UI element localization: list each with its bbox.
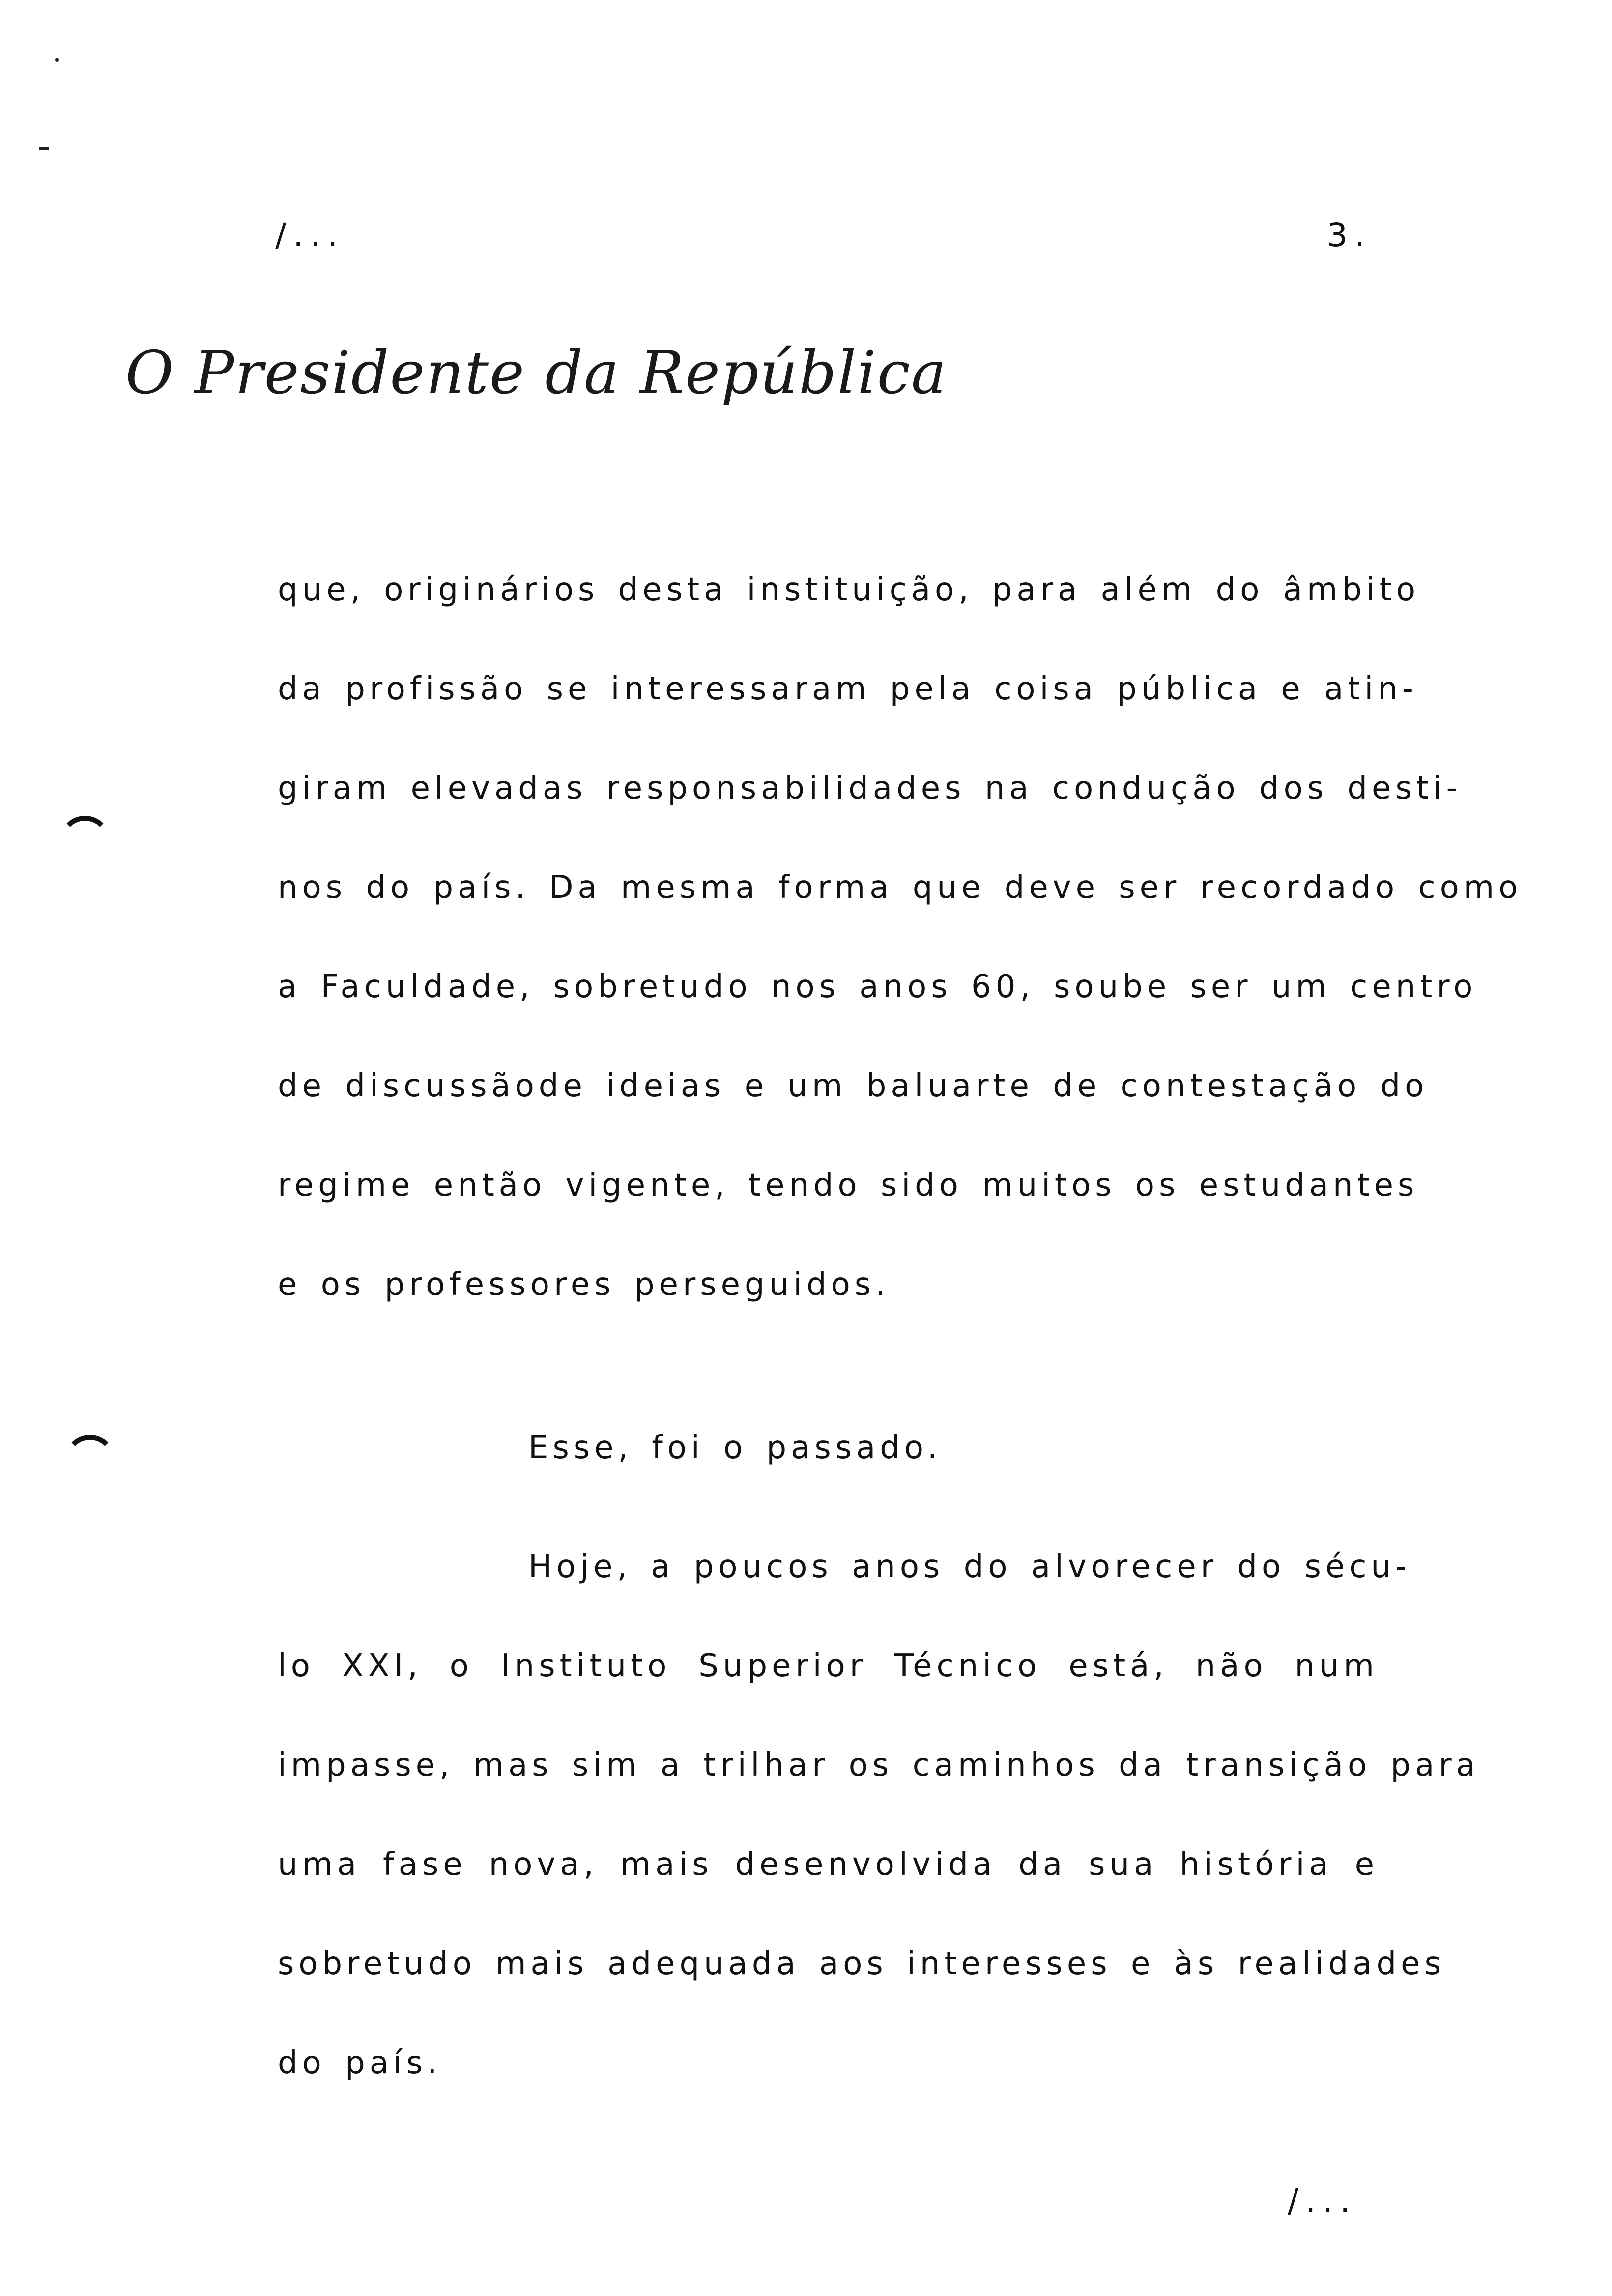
page-number: 3. — [1327, 216, 1372, 254]
text-line: Hoje, a poucos anos do alvorecer do sécu- — [528, 1549, 1411, 1585]
text-line: do país. — [278, 2045, 442, 2081]
text-line: a Faculdade, sobretudo nos anos 60, soube ser um centro — [278, 969, 1477, 1005]
text-line: Esse, foi o passado. — [528, 1430, 942, 1466]
text-line: uma fase nova, mais desenvolvida da sua história e — [278, 1846, 1379, 1883]
letterhead-title: O Presidente da República — [125, 339, 948, 407]
text-line: regime então vigente, tendo sido muitos os estudantes — [278, 1167, 1419, 1204]
paragraph-2 — [278, 1428, 1379, 1527]
text-line: giram elevadas responsabilidades na condução dos desti- — [278, 770, 1462, 806]
continuation-mark-bottom: /... — [1288, 2182, 1357, 2220]
text-line: impasse, mas sim a trilhar os caminhos da transição para — [278, 1747, 1480, 1783]
punch-hole-mark — [64, 1435, 116, 1487]
continuation-mark-top: /... — [275, 216, 345, 254]
scan-speck — [39, 147, 49, 150]
paragraph-3 — [278, 1547, 1480, 2143]
text-line: sobretudo mais adequada aos interesses e às realidades — [278, 1946, 1445, 1982]
scan-speck — [55, 58, 59, 62]
punch-hole-mark — [59, 816, 111, 868]
text-line: e os professores perseguidos. — [278, 1266, 890, 1303]
text-line: de discussãode ideias e um baluarte de contestação do — [278, 1068, 1429, 1104]
body-text — [278, 570, 1523, 2143]
text-line: que, originários desta instituição, para além do âmbito — [278, 572, 1420, 608]
text-line: lo XXI, o Instituto Superior Técnico está, não num — [278, 1648, 1379, 1684]
text-line: da profissão se interessaram pela coisa pública e atin- — [278, 671, 1418, 707]
text-line: nos do país. Da mesma forma que deve ser recordado como — [278, 869, 1523, 906]
paragraph-1 — [278, 570, 1523, 1364]
